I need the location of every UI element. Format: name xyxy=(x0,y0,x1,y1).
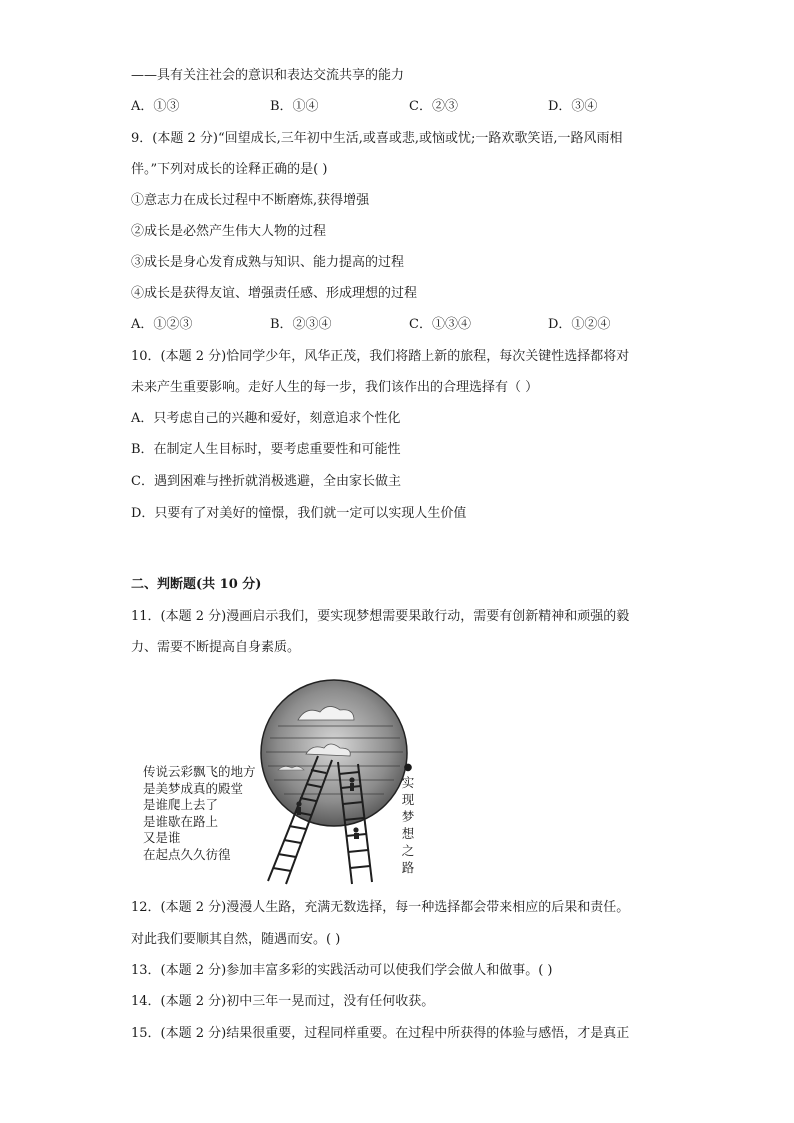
q9-stem-line1: 9．(本题 2 分)“回望成长,三年初中生活,或喜或悲,或恼或忧;一路欢歌笑语,一路风雨相 xyxy=(131,131,623,146)
q8-option-d: D．③④ xyxy=(548,99,598,114)
poem-line-5: 又是谁 xyxy=(143,830,181,845)
poem-line-2: 是美梦成真的殿堂 xyxy=(143,780,244,796)
section-title: 二、判断题(共 10 分) xyxy=(131,577,262,592)
poem-line-3: 是谁爬上去了 xyxy=(143,797,219,812)
caption-char-3: 梦 xyxy=(401,809,415,824)
caption-char-2: 现 xyxy=(401,792,415,807)
q9-item-1: ①意志力在成长过程中不断磨炼,获得增强 xyxy=(131,193,370,208)
caption-char-4: 想 xyxy=(401,826,415,841)
q10-option-b: B．在制定人生目标时，要考虑重要性和可能性 xyxy=(131,442,401,457)
q10-option-c: C．遇到困难与挫折就消极逃避，全由家长做主 xyxy=(131,474,401,489)
q12-line2: 对此我们要顺其自然，随遇而安。( ) xyxy=(131,932,341,947)
q10-stem-line1: 10．(本题 2 分)恰同学少年，风华正茂，我们将踏上新的旅程，每次关键性选择都将对 xyxy=(131,349,630,364)
caption-char-5: 之 xyxy=(401,843,415,858)
q9-item-4: ④成长是获得友谊、增强责任感、形成理想的过程 xyxy=(131,286,418,301)
poem-line-4: 是谁歇在路上 xyxy=(143,813,219,829)
q14-line1: 14．(本题 2 分)初中三年一晃而过，没有任何收获。 xyxy=(131,994,435,1009)
q9-item-2: ②成长是必然产生伟大人物的过程 xyxy=(131,224,327,239)
q9-option-b: B．②③④ xyxy=(270,317,332,332)
q9-option-d: D．①②④ xyxy=(548,317,611,332)
cartoon-poem xyxy=(143,764,256,863)
q11-line2: 力、需要不断提高自身素质。 xyxy=(131,640,301,655)
q9-option-a: A．①②③ xyxy=(131,317,193,332)
q10-option-a: A．只考虑自己的兴趣和爱好，刻意追求个性化 xyxy=(131,411,401,426)
q15-line1: 15．(本题 2 分)结果很重要，过程同样重要。在过程中所获得的体验与感悟，才是真正 xyxy=(131,1026,630,1041)
caption-bullet: ● xyxy=(403,762,413,773)
q9-option-c: C．①③④ xyxy=(409,317,471,332)
q12-line1: 12．(本题 2 分)漫漫人生路，充满无数选择，每一种选择都会带来相应的后果和责任。 xyxy=(131,900,630,915)
q8-option-b: B．①④ xyxy=(270,99,319,114)
q11-line1: 11．(本题 2 分)漫画启示我们，要实现梦想需要果敢行动，需要有创新精神和顽强的毅 xyxy=(131,609,630,624)
cartoon-vertical-caption xyxy=(400,762,416,876)
q10-stem-line2: 未来产生重要影响。走好人生的每一步，我们该作出的合理选择有（ ） xyxy=(131,380,539,395)
q8-option-c: C．②③ xyxy=(409,99,458,114)
q13-line1: 13．(本题 2 分)参加丰富多彩的实践活动可以使我们学会做人和做事。( ) xyxy=(131,963,553,978)
q8-tail-text: ——具有关注社会的意识和表达交流共享的能力 xyxy=(131,68,405,83)
caption-char-1: 实 xyxy=(401,775,415,790)
poem-line-6: 在起点久久彷徨 xyxy=(143,846,231,862)
caption-char-6: 路 xyxy=(401,860,415,875)
q10-option-d: D．只要有了对美好的憧憬，我们就一定可以实现人生价值 xyxy=(131,506,467,521)
poem-line-1: 传说云彩飘飞的地方 xyxy=(143,764,256,779)
q8-option-a: A．①③ xyxy=(131,99,180,114)
q9-item-3: ③成长是身心发育成熟与知识、能力提高的过程 xyxy=(131,255,405,270)
q9-stem-line2: 伴。”下列对成长的诠释正确的是( ) xyxy=(131,162,328,177)
